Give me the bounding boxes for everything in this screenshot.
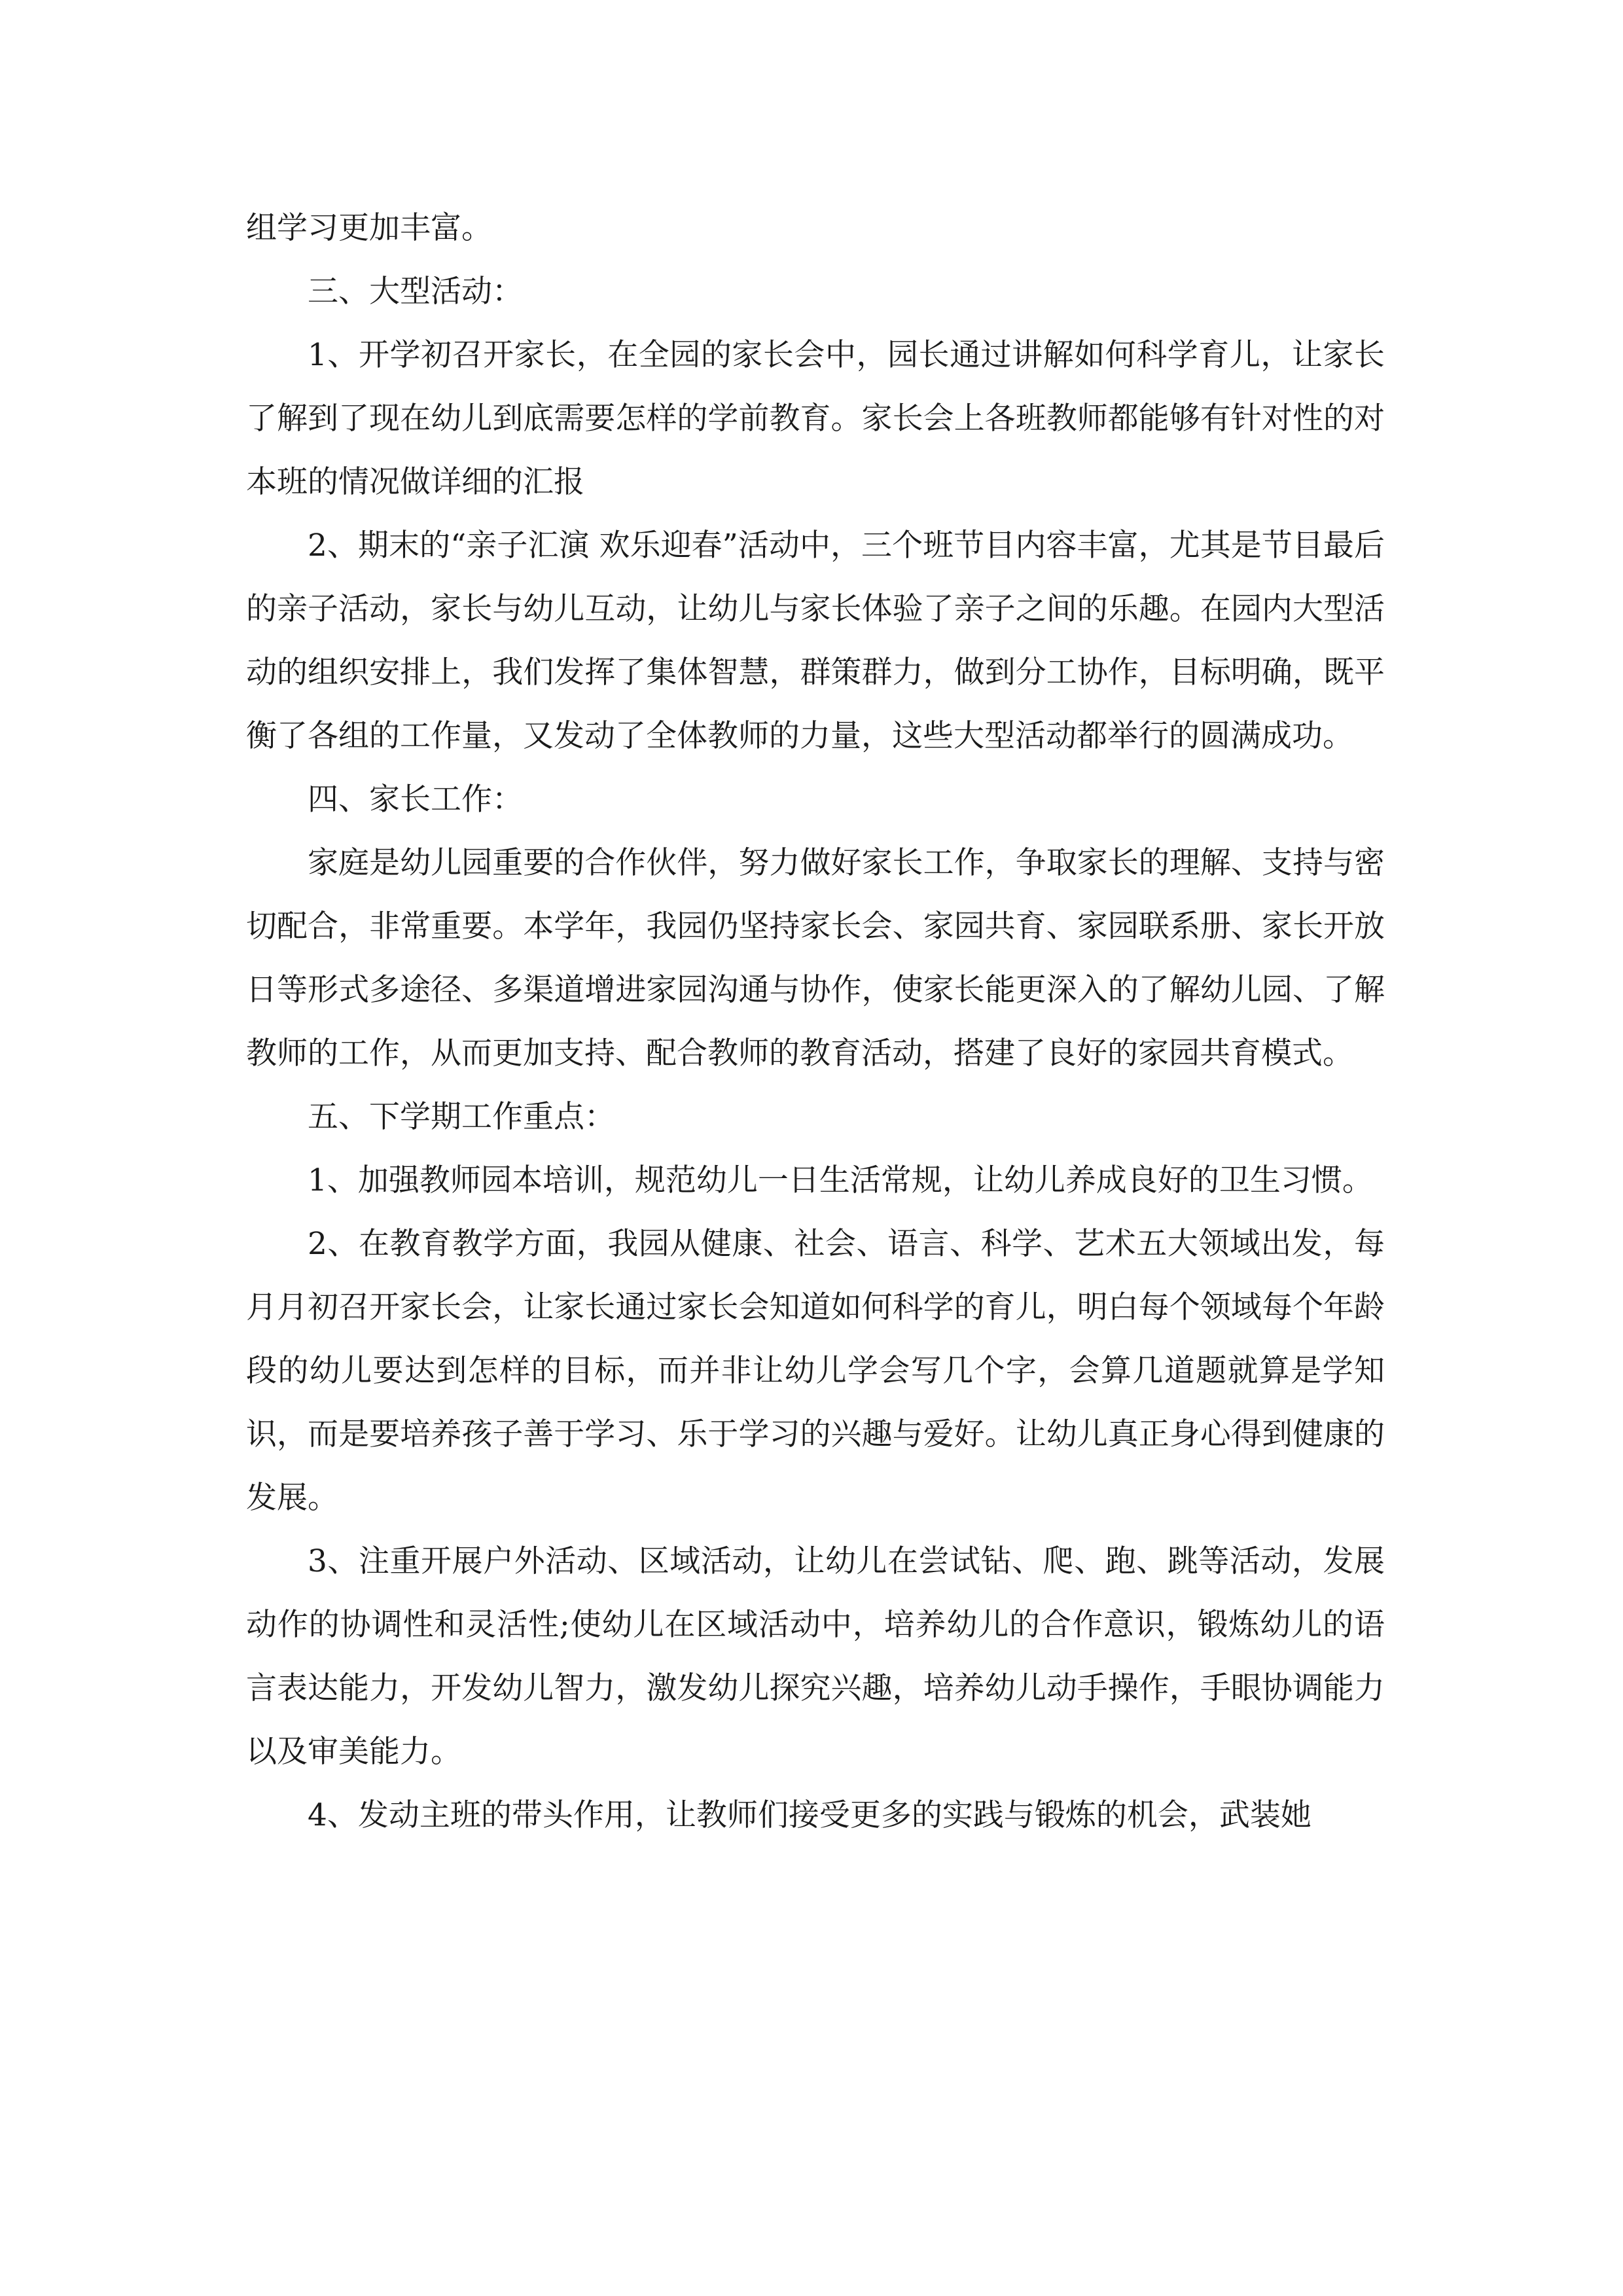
paragraph-parent-meeting: 1、开学初召开家长，在全园的家长会中，园长通过讲解如何科学育儿，让家长了解到了现在幼儿到底需要怎样的学前教育。家长会上各班教师都能够有针对性的对本班的情况做详细的汇报 <box>246 337 1385 500</box>
document-body <box>246 196 1385 1847</box>
paragraph-teacher-training: 1、加强教师园本培训，规范幼儿一日生活常规，让幼儿养成良好的卫生习惯。 <box>308 1162 1373 1198</box>
paragraph-spring-performance: 2、期末的“亲子汇演 欢乐迎春”活动中，三个班节目内容丰富，尤其是节目最后的亲子活动，家长与幼儿互动，让幼儿与家长体验了亲子之间的乐趣。在园内大型活动的组织安排上，我们发挥了集体智慧，群策群力，做到分工协作，目标明确，既平衡了各组的工作量，又发动了全体教师的力量，这些大型活动都举行的圆满成功。 <box>246 528 1385 754</box>
section-heading-next-semester: 五、下学期工作重点： <box>308 1099 615 1135</box>
section-heading-large-activities: 三、大型活动： <box>308 274 523 310</box>
section-heading-parent-work: 四、家长工作： <box>308 781 523 817</box>
paragraph-outdoor-activities: 3、注重开展户外活动、区域活动，让幼儿在尝试钻、爬、跑、跳等活动，发展动作的协调性和灵活性;使幼儿在区域活动中，培养幼儿的合作意识，锻炼幼儿的语言表达能力，开发幼儿智力，激发幼儿探究兴趣，培养幼儿动手操作，手眼协调能力以及审美能力。 <box>246 1543 1385 1770</box>
paragraph-teaching-domains: 2、在教育教学方面，我园从健康、社会、语言、科学、艺术五大领域出发，每月月初召开家长会，让家长通过家长会知道如何科学的育儿，明白每个领域每个年龄段的幼儿要达到怎样的目标，而并非让幼儿学会写几个字，会算几道题就算是学知识，而是要培养孩子善于学习、乐于学习的兴趣与爱好。让幼儿真正身心得到健康的发展。 <box>246 1226 1385 1516</box>
continuation-paragraph: 组学习更加丰富。 <box>246 210 492 246</box>
paragraph-family-cooperation: 家庭是幼儿园重要的合作伙伴，努力做好家长工作，争取家长的理解、支持与密切配合，非常重要。本学年，我园仍坚持家长会、家园共育、家园联系册、家长开放日等形式多途径、多渠道增进家园沟通与协作，使家长能更深入的了解幼儿园、了解教师的工作，从而更加支持、配合教师的教育活动，搭建了良好的家园共育模式。 <box>246 845 1385 1071</box>
paragraph-lead-teacher: 4、发动主班的带头作用，让教师们接受更多的实践与锻炼的机会，武装她 <box>308 1797 1311 1833</box>
